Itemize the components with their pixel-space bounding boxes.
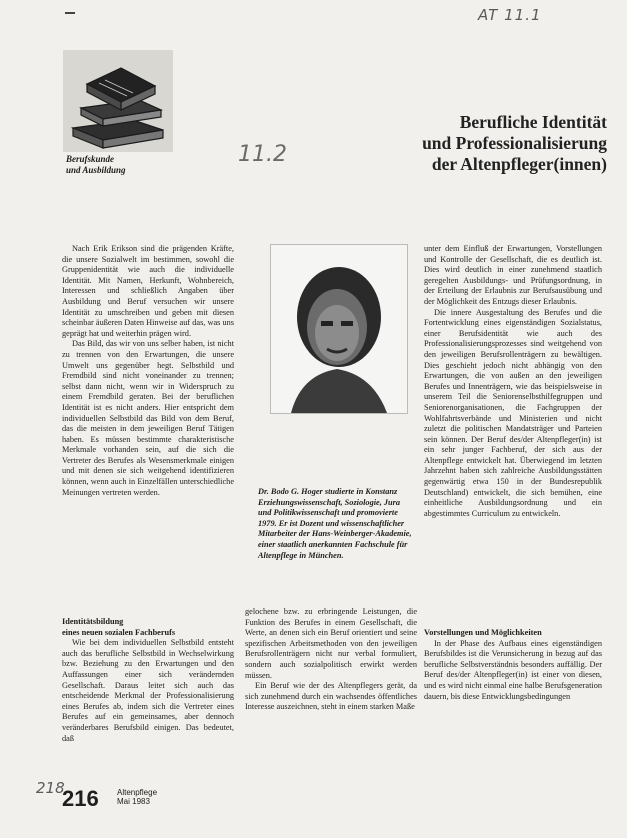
- page-number: 216: [62, 786, 99, 811]
- paragraph: gelochene bzw. zu erbringende Leistungen, die Funktion des Berufes in einem Gesellschaft, die Werte, an denen sich ein Beruf orientiert und seine spezifischen Arbeitsmethoden von den jeweiligen Berufsrollenträgern nicht nur verbal formuliert, sondern auch sozialpolitisch erwirkt werden müssen.: [245, 607, 417, 680]
- paragraph: Wie bei dem individuellen Selbstbild entsteht auch das berufliche Selbstbild in Wechselwirkung bzw. Beziehung zu den Erwartungen und den Auffassungen einer sich verändernden Gesellschaft. Daraus leitet sich auch das entscheidende Merkmal der Professionalisierung eines Berufes ab, indem sich die Vertreter eines Berufes auf ein gemeinsames, aber dennoch veränderbares Berufsbild einigen. Das bedeutet, daß: [62, 638, 234, 743]
- paragraph: unter dem Einfluß der Erwartungen, Vorstellungen und Kontrolle der Gesellschaft, die es deutlich ist. Dies wird deutlich in einer zunehmend staatlich geregelten Ausbildungs- und Prüfungsordnung, in der Erteilung der Erlaubnis zur Berufsausübung und der Möglichkeit des Entzugs dieser Erlaubnis.: [424, 244, 602, 306]
- title-line: der Altenpfleger(innen): [431, 154, 607, 174]
- handwritten-note-bottom: 218: [36, 779, 65, 797]
- column-3-lower: [424, 628, 602, 702]
- journal-info: Altenpflege Mai 1983: [117, 788, 158, 806]
- books-logo-icon: [63, 50, 173, 152]
- paragraph: In der Phase des Aufbaus eines eigenständigen Berufsbildes ist die Verunsicherung in bezug auf das berufliche Selbstverständnis besonders auffällig. Der Beruf des/der Altenpfleger(in) ist einer von diesen, und es wird nicht einmal eine halbe Berufsgeneration dauern, bis diese Entwicklungsbedingungen: [424, 638, 602, 701]
- paragraph: Ein Beruf wie der des Altenpflegers gerät, da sich zunehmend durch ein wachsendes öffentliches Interesse auszeichnen, steht in einem starken Maße: [245, 681, 417, 712]
- section-label: Berufskunde und Ausbildung: [66, 154, 126, 175]
- paragraph: Die innere Ausgestaltung des Berufes und die Fortentwicklung eines eigenständigen Sozialstatus, einer Berufsidentität wie auch des Professionalisierungsprozesses sind weitgehend von den jeweiligen Berufsrollenträgern zu bewältigen. Dies geschieht jedoch nicht abhängig von den Erwartungen, die von außen an den jeweiligen Berufes und Innenträgern, wie das beispielsweise in unserem Teil die Seniorenselbsthilfegruppen und Seniorenorganisationen, die Fachgruppen der Wohlfahrtsverbände und Ministerien und nicht zuletzt die politischen Mandatsträger und Parteien sein können. Der Beruf des/der Altenpfleger(in) ist ein sehr junger Fachberuf, der sich aus der Altenpflege entwickelt hat. Überwiegend im letzten Jahrzehnt haben sich zahlreiche Ausbildungsstätten gegenwärtig etwa 150 in der Bundesrepublik Deutschland) entwickelt, die sich bemühen, eine einheitliche Ausbildungsordnung und ein abgestimmtes Curriculum zu entwickeln.: [424, 307, 602, 518]
- title-line: Berufliche Identität: [459, 112, 607, 132]
- column-3: [424, 244, 602, 519]
- article-title: [307, 112, 607, 175]
- title-line: und Professionalisierung: [422, 133, 607, 153]
- margin-dash: [65, 12, 75, 14]
- paragraph: Das Bild, das wir von uns selber haben, ist nicht zu trennen von den Erwartungen, die unsere Umwelt uns gegenüber hegt. Selbstbild und Fremdbild sind nicht voneinander zu trennen; selbst dann nicht, wenn wir in Widerspruch zu einem Fremdbild geraten. Bei der beruflichen Identität ist es nicht anders. Hier entspricht dem individuellen Selbstbild das Bild von dem Beruf, das die meisten in dem jeweiligen Beruf Tätigen haben. Es müssen bestimmte charakteristische Merkmale vorhanden sein, auf die sich die Vertreter des Berufes als Wesensmerkmale einigen und mit denen sie sich weitgehend identifizieren können, wenn auch in Einzelfällen unterschiedliche Meinungen vertreten werden.: [62, 339, 234, 497]
- author-photo: [270, 244, 408, 414]
- column-1-lower: [62, 617, 234, 744]
- paragraph: Nach Erik Erikson sind die prägenden Kräfte, die unsere Sozialwelt im bestimmen, sowohl die Gruppenidentität wie auch die individuelle Identität. Mit Namen, Herkunft, Wohnbereich, Interessen und schließlich Angaben über Ausbildung und Beruf versuchen wir unsere Identität zu umschreiben und geben mit diesen scheinbar äußeren Daten Hinweise auf das, was uns geprägt hat und weiterhin prägen wird.: [62, 244, 234, 338]
- author-caption: Dr. Bodo G. Hoger studierte in Konstanz Erziehungswissenschaft, Soziologie, Jura und Politikwissenschaft und promovierte 1979. Er ist Dozent und wissenschaftlicher Mitarbeiter der Hans-Weinberger-Akademie, einer staatlich anerkannten Fachschule für Altenpflege in München.: [258, 487, 412, 560]
- subheading: eines neuen sozialen Fachberufs: [62, 627, 176, 637]
- subheading: Identitätsbildung: [62, 617, 124, 626]
- column-1: [62, 244, 234, 498]
- handwritten-note-top: AT 11.1: [478, 6, 542, 24]
- handwritten-note-middle: 11.2: [238, 142, 287, 167]
- subheading: Vorstellungen und Möglichkeiten: [424, 628, 542, 637]
- column-2: [245, 607, 417, 713]
